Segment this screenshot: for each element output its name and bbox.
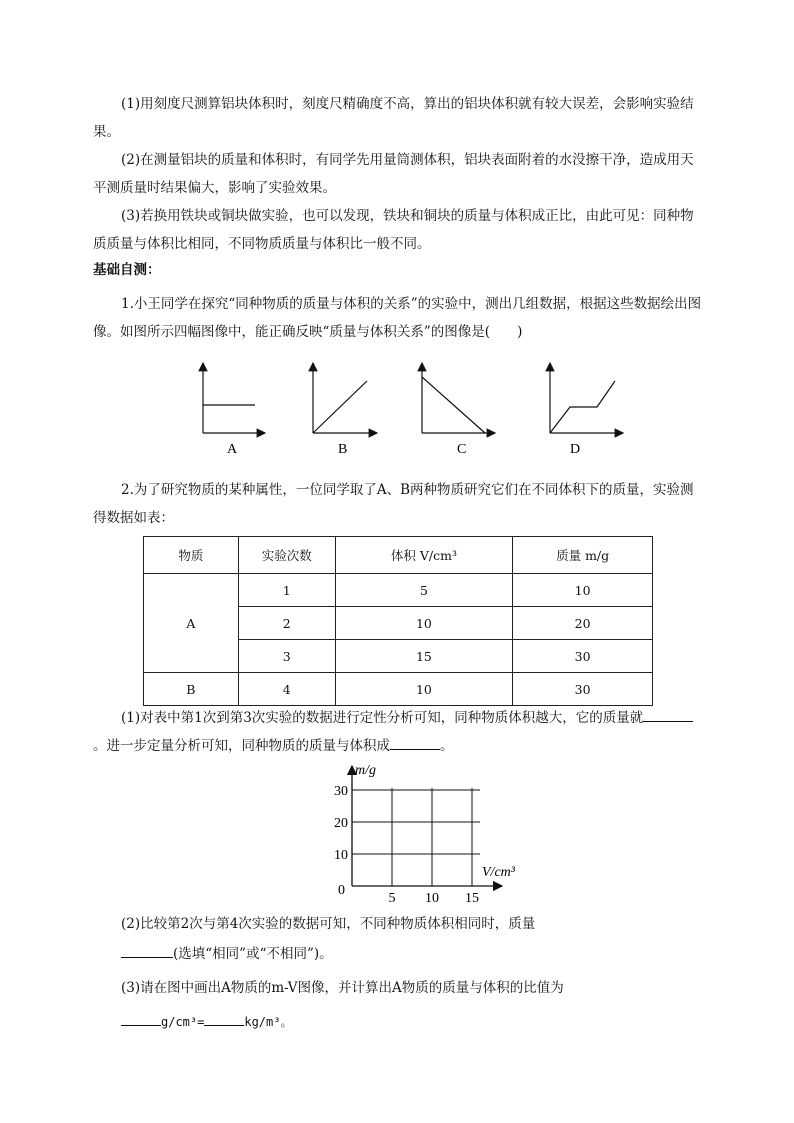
x-tick-label: 15 <box>465 891 479 904</box>
question-1-text: 1.小王同学在探究“同种物质的质量与体积的关系”的实验中，测出几组数据，根据这些数据绘出图像。如图所示四幅图像中，能正确反映“质量与体积关系”的图像是( ) <box>93 296 702 340</box>
table-row <box>144 673 653 706</box>
sub-question-1-part-a: (1)对表中第1次到第3次实验的数据进行定性分析可知，同种物质体积越大，它的质量就 <box>121 710 644 726</box>
y-tick-label: 20 <box>334 816 348 831</box>
table-header-row <box>144 537 653 574</box>
unit-kg-per-m3: kg/m³。 <box>244 1015 293 1029</box>
sub-question-2-options: (选填“相同”或“不相同”)。 <box>173 946 333 962</box>
substance-a-cell: A <box>144 574 239 673</box>
sub-question-1-part-c: 。 <box>440 738 454 754</box>
graph-b <box>313 363 377 457</box>
sub-question-2 <box>93 910 705 938</box>
sub-question-3-line-2 <box>93 1008 705 1036</box>
mass-volume-chart[interactable] <box>315 758 515 904</box>
y-tick-label: 10 <box>334 848 348 863</box>
graph-d-label: D <box>570 442 581 457</box>
trial-cell: 4 <box>238 673 335 706</box>
graph-d <box>550 363 623 457</box>
mass-cell: 10 <box>513 574 653 607</box>
volume-cell: 15 <box>335 640 513 673</box>
answer-blank-1[interactable] <box>643 705 693 722</box>
header-volume: 体积 V/cm³ <box>335 537 513 574</box>
header-substance: 物质 <box>144 537 239 574</box>
x-axis-label: V/cm³ <box>482 865 515 880</box>
volume-cell: 10 <box>335 673 513 706</box>
section-title: 基础自测： <box>93 262 161 278</box>
analysis-point-1: (1)用刻度尺测算铝块体积时，刻度尺精确度不高，算出的铝块体积就有较大误差，会影响实验结果。 <box>93 96 694 140</box>
unit-g-per-cm3: g/cm³= <box>161 1015 205 1029</box>
header-mass: 质量 m/g <box>513 537 653 574</box>
sub-question-2-text: (2)比较第2次与第4次实验的数据可知，不同种物质体积相同时，质量 <box>121 916 536 932</box>
x-tick-label: 5 <box>388 891 396 904</box>
trial-cell: 3 <box>238 640 335 673</box>
answer-blank-5[interactable] <box>204 1009 244 1026</box>
graph-a <box>203 363 265 457</box>
header-trial: 实验次数 <box>238 537 335 574</box>
question-1-graphs <box>185 355 645 460</box>
answer-blank-3[interactable] <box>121 941 173 958</box>
mass-cell: 20 <box>513 607 653 640</box>
substance-b-cell: B <box>144 673 239 706</box>
answer-blank-2[interactable] <box>390 733 440 750</box>
data-table <box>143 536 653 706</box>
graph-c <box>422 363 495 457</box>
y-axis-label: m/g <box>355 763 376 778</box>
answer-blank-4[interactable] <box>121 1009 161 1026</box>
table-row <box>144 574 653 607</box>
mass-cell: 30 <box>513 673 653 706</box>
sub-question-3 <box>93 974 705 1002</box>
sub-question-1 <box>93 704 705 760</box>
analysis-point-2: (2)在测量铝块的质量和体积时，有同学先用量筒测体积，铝块表面附着的水没擦干净，造成用天平测质量时结果偏大，影响了实验效果。 <box>93 152 694 196</box>
trial-cell: 1 <box>238 574 335 607</box>
sub-question-2-line-2 <box>93 940 705 968</box>
trial-cell: 2 <box>238 607 335 640</box>
sub-question-3-text: (3)请在图中画出A物质的m-V图像，并计算出A物质的质量与体积的比值为 <box>121 980 564 996</box>
analysis-point-3: (3)若换用铁块或铜块做实验，也可以发现，铁块和铜块的质量与体积成正比，由此可见：同种物质质量与体积比相同，不同物质质量与体积比一般不同。 <box>93 208 694 252</box>
y-tick-label: 30 <box>334 784 348 799</box>
x-tick-label: 10 <box>425 891 439 904</box>
graph-a-label: A <box>227 442 238 457</box>
question-2-intro: 2.为了研究物质的某种属性，一位同学取了A、B两种物质研究它们在不同体积下的质量，实验测得数据如表： <box>93 482 694 526</box>
mass-cell: 30 <box>513 640 653 673</box>
sub-question-1-part-b: 。进一步定量分析可知，同种物质的质量与体积成 <box>93 738 390 754</box>
volume-cell: 10 <box>335 607 513 640</box>
origin-label: 0 <box>338 883 345 898</box>
graph-b-label: B <box>338 442 348 457</box>
volume-cell: 5 <box>335 574 513 607</box>
graph-c-label: C <box>457 442 467 457</box>
